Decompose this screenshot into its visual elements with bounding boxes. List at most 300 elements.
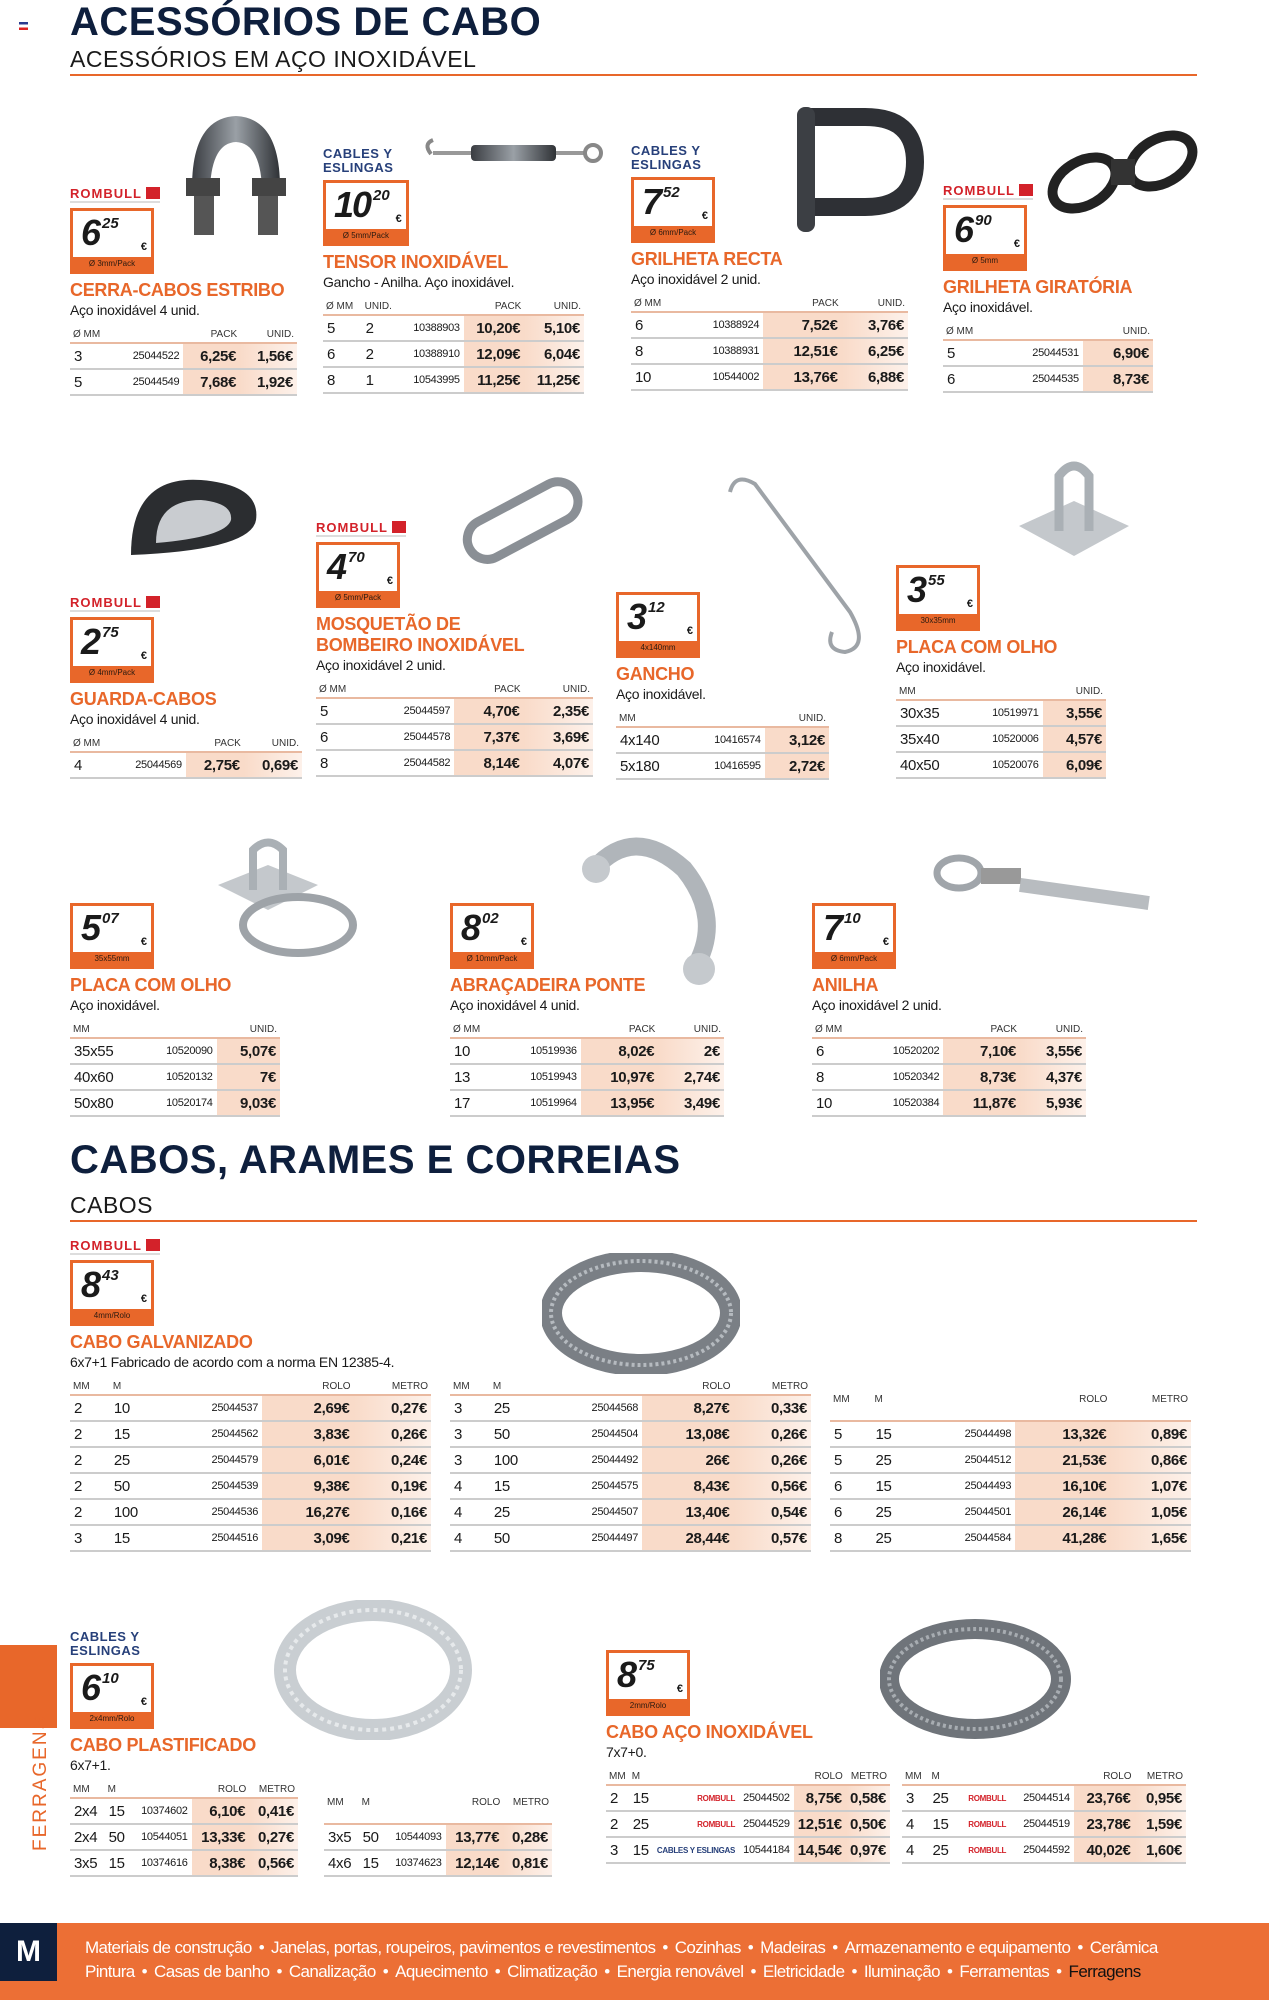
column-header: ROLO [642, 1379, 734, 1396]
price-cell: 0,19€ [354, 1474, 431, 1500]
ref-code: 10544184 [739, 1838, 794, 1864]
table-row [830, 1500, 1191, 1526]
table-row [830, 1422, 1191, 1448]
cell: 25 [110, 1448, 166, 1474]
currency: € [395, 213, 402, 225]
cell: 17 [450, 1091, 499, 1117]
price-table [70, 1379, 431, 1552]
cell: 35x55 [70, 1039, 138, 1065]
table-row [943, 341, 1153, 367]
column-header [653, 1769, 739, 1786]
product-description: Aço inoxidável. [943, 299, 1033, 315]
price-integer: 10 [334, 184, 371, 225]
price-cell: 16,27€ [262, 1500, 354, 1526]
cell: 4 [450, 1526, 490, 1552]
ref-code: 10520090 [138, 1039, 216, 1065]
column-header: M [110, 1379, 166, 1396]
ref-code: 10519971 [964, 701, 1042, 727]
price-cell: 0,89€ [1110, 1422, 1191, 1448]
s-hook-image [720, 472, 879, 657]
table-row [830, 1526, 1191, 1552]
column-header [681, 296, 763, 313]
cell: 6 [812, 1039, 862, 1065]
cell: 3 [70, 344, 113, 370]
column-header: Ø MM [812, 1022, 862, 1039]
column-header: Ø MM [631, 296, 681, 313]
footer-category-link[interactable]: Janelas, portas, roupeiros, pavimentos e revestimentos [271, 1938, 656, 1957]
product-description: 6x7+1 Fabricado de acordo com a norma EN 12385-4. [70, 1354, 395, 1370]
cell: 3 [450, 1448, 490, 1474]
product-description: Aço inoxidável 2 unid. [316, 657, 446, 673]
table-header [324, 1782, 552, 1825]
column-header [114, 736, 186, 753]
price-cell: 0,26€ [354, 1422, 431, 1448]
ref-code: 10520076 [964, 753, 1042, 779]
cell: 15 [629, 1838, 653, 1864]
price-amount [81, 620, 135, 668]
cell: 15 [490, 1474, 546, 1500]
column-header [957, 1769, 1011, 1786]
ref-code: 25044592 [1010, 1838, 1074, 1864]
product-title: MOSQUETÃO DE BOMBEIRO INOXIDÁVEL [316, 614, 525, 655]
table-row [450, 1474, 811, 1500]
table-row [616, 728, 829, 754]
product-title: CABO GALVANIZADO [70, 1332, 253, 1352]
footer-category-link[interactable]: Iluminação [863, 1962, 941, 1981]
ref-code: 25044575 [546, 1474, 642, 1500]
price-cell: 10,20€ [464, 316, 525, 342]
footer-category-link[interactable]: Cerâmica [1089, 1938, 1158, 1957]
column-header: MM [450, 1379, 490, 1396]
footer-category-link[interactable]: Cozinhas [674, 1938, 741, 1957]
column-header [385, 1782, 445, 1825]
pad-eye-strap-image [574, 829, 740, 995]
eye-plate-image [1014, 456, 1135, 577]
shackle-image [775, 102, 928, 242]
price-table [812, 1022, 1086, 1117]
table-header [70, 1022, 280, 1039]
price-unit: Ø 10mm/Pack [453, 952, 531, 966]
ref-code: 10520202 [862, 1039, 944, 1065]
footer-category-link[interactable]: Climatização [507, 1962, 598, 1981]
brand-logo-text: CABLES Y ESLINGAS [631, 143, 702, 172]
ref-code: 10544051 [131, 1825, 191, 1851]
price-cell: 0,27€ [249, 1825, 298, 1851]
separator: • [947, 1962, 953, 1981]
price-cell: 3,55€ [1020, 1039, 1086, 1065]
cell: 6 [323, 342, 362, 368]
brand-logo: ROMBULL [943, 183, 1033, 200]
price-integer: 5 [81, 907, 100, 948]
price-cell: 13,32€ [1015, 1422, 1110, 1448]
cable-clamp-image [172, 108, 300, 242]
cell: 50 [359, 1825, 386, 1851]
brand-logo: M [0, 1923, 57, 1981]
price-cents: 07 [102, 910, 119, 927]
ref-code: 25044516 [166, 1526, 262, 1552]
price-tables [70, 1782, 552, 1877]
table-row [70, 1851, 298, 1877]
brand-logo [323, 147, 413, 175]
ref-code: 10519936 [499, 1039, 580, 1065]
table-row [606, 1812, 890, 1838]
column-header: METRO [249, 1782, 298, 1799]
price-cell: 10,97€ [581, 1065, 659, 1091]
price-cell: 2,74€ [658, 1065, 724, 1091]
product-title: ABRAÇADEIRA PONTE [450, 975, 646, 995]
column-header: PACK [454, 682, 523, 699]
price-amount [81, 1666, 135, 1714]
price-cell: 0,56€ [734, 1474, 811, 1500]
cell: 25 [928, 1786, 956, 1812]
product-title: GANCHO [616, 664, 695, 684]
footer-category-link[interactable]: Ferramentas [959, 1962, 1050, 1981]
price-cell: 4,37€ [1020, 1065, 1086, 1091]
cell: 2 [70, 1396, 110, 1422]
cell: 3 [902, 1786, 928, 1812]
price-tables [316, 682, 593, 777]
price-cents: 12 [648, 599, 665, 616]
table-row [606, 1838, 890, 1864]
footer-category-link[interactable]: Casas de banho [154, 1962, 270, 1981]
column-header: MM [70, 1022, 138, 1039]
column-header: M [359, 1782, 386, 1825]
price-cell: 13,95€ [581, 1091, 659, 1117]
footer-category-link[interactable]: Canalização [288, 1962, 376, 1981]
cell: 10 [450, 1039, 499, 1065]
price-cell: 7€ [217, 1065, 280, 1091]
column-header [368, 682, 454, 699]
separator: • [662, 1938, 668, 1957]
column-header: METRO [503, 1782, 552, 1825]
price-table [450, 1022, 724, 1117]
table-header [606, 1769, 890, 1786]
product-description: Gancho - Anilha. Aço inoxidável. [323, 274, 515, 290]
price-cell: 11,87€ [943, 1091, 1020, 1117]
price-tag [606, 1650, 690, 1716]
table-row [70, 1474, 431, 1500]
price-unit: 4x140mm [619, 641, 697, 655]
cell: 50 [105, 1825, 132, 1851]
ref-code: 25044522 [113, 344, 183, 370]
table-row [943, 367, 1153, 393]
cell: 8 [631, 339, 681, 365]
price-cell: 2€ [658, 1039, 724, 1065]
price-table [70, 327, 297, 396]
product-description: 7x7+0. [606, 1744, 647, 1760]
footer-category-link[interactable]: Madeiras [760, 1938, 826, 1957]
ref-code: 25044514 [1010, 1786, 1074, 1812]
table-row [70, 1396, 431, 1422]
column-header: PACK [943, 1022, 1020, 1039]
price-cents: 10 [844, 910, 861, 927]
price-cell: 2,69€ [262, 1396, 354, 1422]
cell: 5 [70, 370, 113, 396]
column-header: Ø MM [70, 736, 114, 753]
price-cell: 23,76€ [1074, 1786, 1135, 1812]
column-header: M [629, 1769, 653, 1786]
column-header [499, 1022, 580, 1039]
table-row [606, 1786, 890, 1812]
column-header: METRO [734, 1379, 811, 1396]
product-description: Aço inoxidável. [70, 997, 160, 1013]
price-cell: 2,35€ [524, 699, 593, 725]
product-description: Aço inoxidável 2 unid. [631, 271, 761, 287]
ref-code: 25044507 [546, 1500, 642, 1526]
ref-code: 10519943 [499, 1065, 580, 1091]
column-header: M [871, 1379, 915, 1422]
column-header: PACK [763, 296, 841, 313]
column-header: UNID. [362, 299, 401, 316]
price-cell: 9,38€ [262, 1474, 354, 1500]
price-table [943, 324, 1153, 393]
cell: 6 [830, 1500, 871, 1526]
currency: € [701, 210, 708, 222]
price-cents: 10 [102, 1670, 119, 1687]
column-header: Ø MM [450, 1022, 499, 1039]
table-row [324, 1825, 552, 1851]
swivel-image [1039, 121, 1205, 223]
row-brand: ROMBULL [653, 1812, 739, 1838]
price-cell: 0,57€ [734, 1526, 811, 1552]
table-header [70, 1379, 431, 1396]
price-cell: 0,28€ [503, 1825, 552, 1851]
price-amount [81, 1263, 135, 1311]
ref-code: 10388910 [400, 342, 463, 368]
table-row [70, 370, 297, 396]
separator: • [141, 1962, 148, 1981]
separator: • [851, 1962, 857, 1981]
price-integer: 6 [81, 1667, 100, 1708]
price-amount [617, 1653, 671, 1701]
column-header: MM [324, 1782, 359, 1825]
price-cell: 6,25€ [842, 339, 908, 365]
cell: 15 [105, 1851, 132, 1877]
price-table [70, 736, 302, 779]
cell: 2x4 [70, 1799, 105, 1825]
price-tables [631, 296, 908, 391]
footer-category-link[interactable]: Aquecimento [395, 1962, 488, 1981]
price-amount [823, 906, 877, 954]
price-cell: 14,54€ [794, 1838, 846, 1864]
price-cell: 0,69€ [244, 753, 302, 779]
footer-category-link[interactable]: Energia renovável [616, 1962, 744, 1981]
price-integer: 8 [617, 1654, 636, 1695]
cell: 10 [110, 1396, 166, 1422]
price-cell: 5,10€ [524, 316, 584, 342]
ref-code: 10388903 [400, 316, 463, 342]
separator: • [258, 1938, 265, 1957]
column-header [113, 327, 183, 344]
column-header: MM [902, 1769, 928, 1786]
ref-code: 10520174 [138, 1091, 216, 1117]
cell: 50 [490, 1526, 546, 1552]
column-header: UNID. [658, 1022, 724, 1039]
cell: 25 [490, 1396, 546, 1422]
separator: • [382, 1962, 389, 1981]
price-amount [907, 568, 961, 616]
product-description: Aço inoxidável 4 unid. [450, 997, 580, 1013]
price-table [616, 711, 829, 780]
table-row [450, 1396, 811, 1422]
price-cell: 1,92€ [240, 370, 297, 396]
currency: € [520, 936, 527, 948]
table-row [830, 1448, 1191, 1474]
product-title: GRILHETA RECTA [631, 249, 783, 269]
table-row [896, 753, 1106, 779]
price-cell: 6,25€ [183, 344, 240, 370]
cell: 3 [450, 1396, 490, 1422]
brand-logo-text: CABLES Y ESLINGAS [70, 1629, 141, 1658]
column-header [1010, 1769, 1074, 1786]
price-table [316, 682, 593, 777]
price-cell: 8,73€ [1083, 367, 1153, 393]
price-cell: 0,21€ [354, 1526, 431, 1552]
column-header: ROLO [262, 1379, 354, 1396]
cell: 3 [70, 1526, 110, 1552]
product-description: Aço inoxidável. [896, 659, 986, 675]
section-title: CABOS, ARAMES E CORREIAS [70, 1138, 681, 1182]
cell: 50 [490, 1422, 546, 1448]
brand-logo: ROMBULL [70, 186, 160, 203]
cell: 5x180 [616, 754, 685, 780]
cell: 5 [830, 1422, 871, 1448]
price-cell: 8,14€ [454, 751, 523, 777]
price-cell: 3,69€ [524, 725, 593, 751]
column-header: MM [70, 1782, 105, 1799]
table-header [70, 1782, 298, 1799]
page-subtitle: ACESSÓRIOS EM AÇO INOXIDÁVEL [70, 46, 477, 72]
table-row [902, 1812, 1186, 1838]
cell: 15 [359, 1851, 386, 1877]
cell: 4 [450, 1500, 490, 1526]
price-table [830, 1379, 1191, 1552]
row-brand: CABLES Y ESLINGAS [653, 1838, 739, 1864]
ref-code: 25044569 [114, 753, 186, 779]
separator: • [1077, 1938, 1083, 1957]
footer-category-link[interactable]: Pintura [85, 1962, 135, 1981]
cell: 2 [606, 1786, 629, 1812]
column-header: ROLO [1015, 1379, 1110, 1422]
ref-code: 25044492 [546, 1448, 642, 1474]
footer-category-link[interactable]: Ferragens [1068, 1962, 1141, 1981]
table-header [323, 299, 584, 316]
table-row [450, 1526, 811, 1552]
column-header: ROLO [794, 1769, 846, 1786]
table-row [450, 1091, 724, 1117]
price-cell: 1,60€ [1135, 1838, 1186, 1864]
footer-category-link[interactable]: Eletricidade [762, 1962, 845, 1981]
product-description: Aço inoxidável 4 unid. [70, 711, 200, 727]
column-header: UNID. [524, 682, 593, 699]
ref-code: 25044529 [739, 1812, 794, 1838]
price-cell: 12,51€ [794, 1812, 846, 1838]
table-row [631, 313, 908, 339]
table-row [812, 1065, 1086, 1091]
price-tables [616, 711, 829, 780]
cell: 2x4 [70, 1825, 105, 1851]
turnbuckle-image [421, 134, 606, 172]
ref-code: 25044597 [368, 699, 454, 725]
product-title: PLACA COM OLHO [70, 975, 232, 995]
column-header: UNID. [1020, 1022, 1086, 1039]
cell: 50x80 [70, 1091, 138, 1117]
ref-code: 25044549 [113, 370, 183, 396]
price-tables [70, 327, 297, 396]
currency: € [140, 936, 147, 948]
price-cell: 3,09€ [262, 1526, 354, 1552]
ref-code: 25044498 [915, 1422, 1015, 1448]
separator: • [276, 1962, 282, 1981]
footer-category-link[interactable]: Armazenamento e equipamento [844, 1938, 1071, 1957]
ref-code: 10374623 [385, 1851, 445, 1877]
cell: 6 [830, 1474, 871, 1500]
cell: 15 [871, 1422, 915, 1448]
price-cents: 02 [482, 910, 499, 927]
cell: 5 [943, 341, 996, 367]
ref-code: 25044579 [166, 1448, 262, 1474]
ref-code: 10544093 [385, 1825, 445, 1851]
cell: 100 [490, 1448, 546, 1474]
column-header: M [928, 1769, 956, 1786]
price-cell: 2,75€ [186, 753, 244, 779]
cell: 8 [812, 1065, 862, 1091]
product-description: Aço inoxidável 4 unid. [70, 302, 200, 318]
price-integer: 3 [627, 596, 646, 637]
table-row [323, 316, 584, 342]
product-description: Aço inoxidável 2 unid. [812, 997, 942, 1013]
cell: 40x60 [70, 1065, 138, 1091]
row-brand: ROMBULL [957, 1812, 1011, 1838]
price-cell: 40,02€ [1074, 1838, 1135, 1864]
product-title: ANILHA [812, 975, 879, 995]
separator: • [832, 1938, 838, 1957]
price-cell: 6,09€ [1043, 753, 1106, 779]
price-cell: 4,70€ [454, 699, 523, 725]
row-brand: ROMBULL [653, 1786, 739, 1812]
price-integer: 6 [81, 212, 100, 253]
column-header: UNID. [240, 327, 297, 344]
table-header [70, 327, 297, 344]
price-cell: 4,07€ [524, 751, 593, 777]
price-integer: 3 [907, 569, 926, 610]
cell: 4x6 [324, 1851, 359, 1877]
price-cell: 8,02€ [581, 1039, 659, 1065]
column-header: PACK [581, 1022, 659, 1039]
cell: 15 [928, 1812, 956, 1838]
column-header: METRO [1110, 1379, 1191, 1422]
table-row [70, 753, 302, 779]
price-integer: 8 [81, 1264, 100, 1305]
cell: 10 [812, 1091, 862, 1117]
table-header [943, 324, 1153, 341]
footer-category-link[interactable]: Materiais de construção [85, 1938, 252, 1957]
column-header: METRO [1135, 1769, 1186, 1786]
cell: 6 [316, 725, 368, 751]
ref-code: 10388924 [681, 313, 763, 339]
column-header: UNID. [524, 299, 584, 316]
price-cents: 55 [928, 572, 945, 589]
price-cell: 0,58€ [846, 1786, 890, 1812]
price-amount [627, 595, 681, 643]
price-tables [812, 1022, 1086, 1117]
price-cell: 1,05€ [1110, 1500, 1191, 1526]
plastic-cable-image [274, 1600, 472, 1740]
table-header [70, 736, 302, 753]
cell: 3 [450, 1422, 490, 1448]
price-cell: 12,51€ [763, 339, 841, 365]
column-header: UNID. [244, 736, 302, 753]
